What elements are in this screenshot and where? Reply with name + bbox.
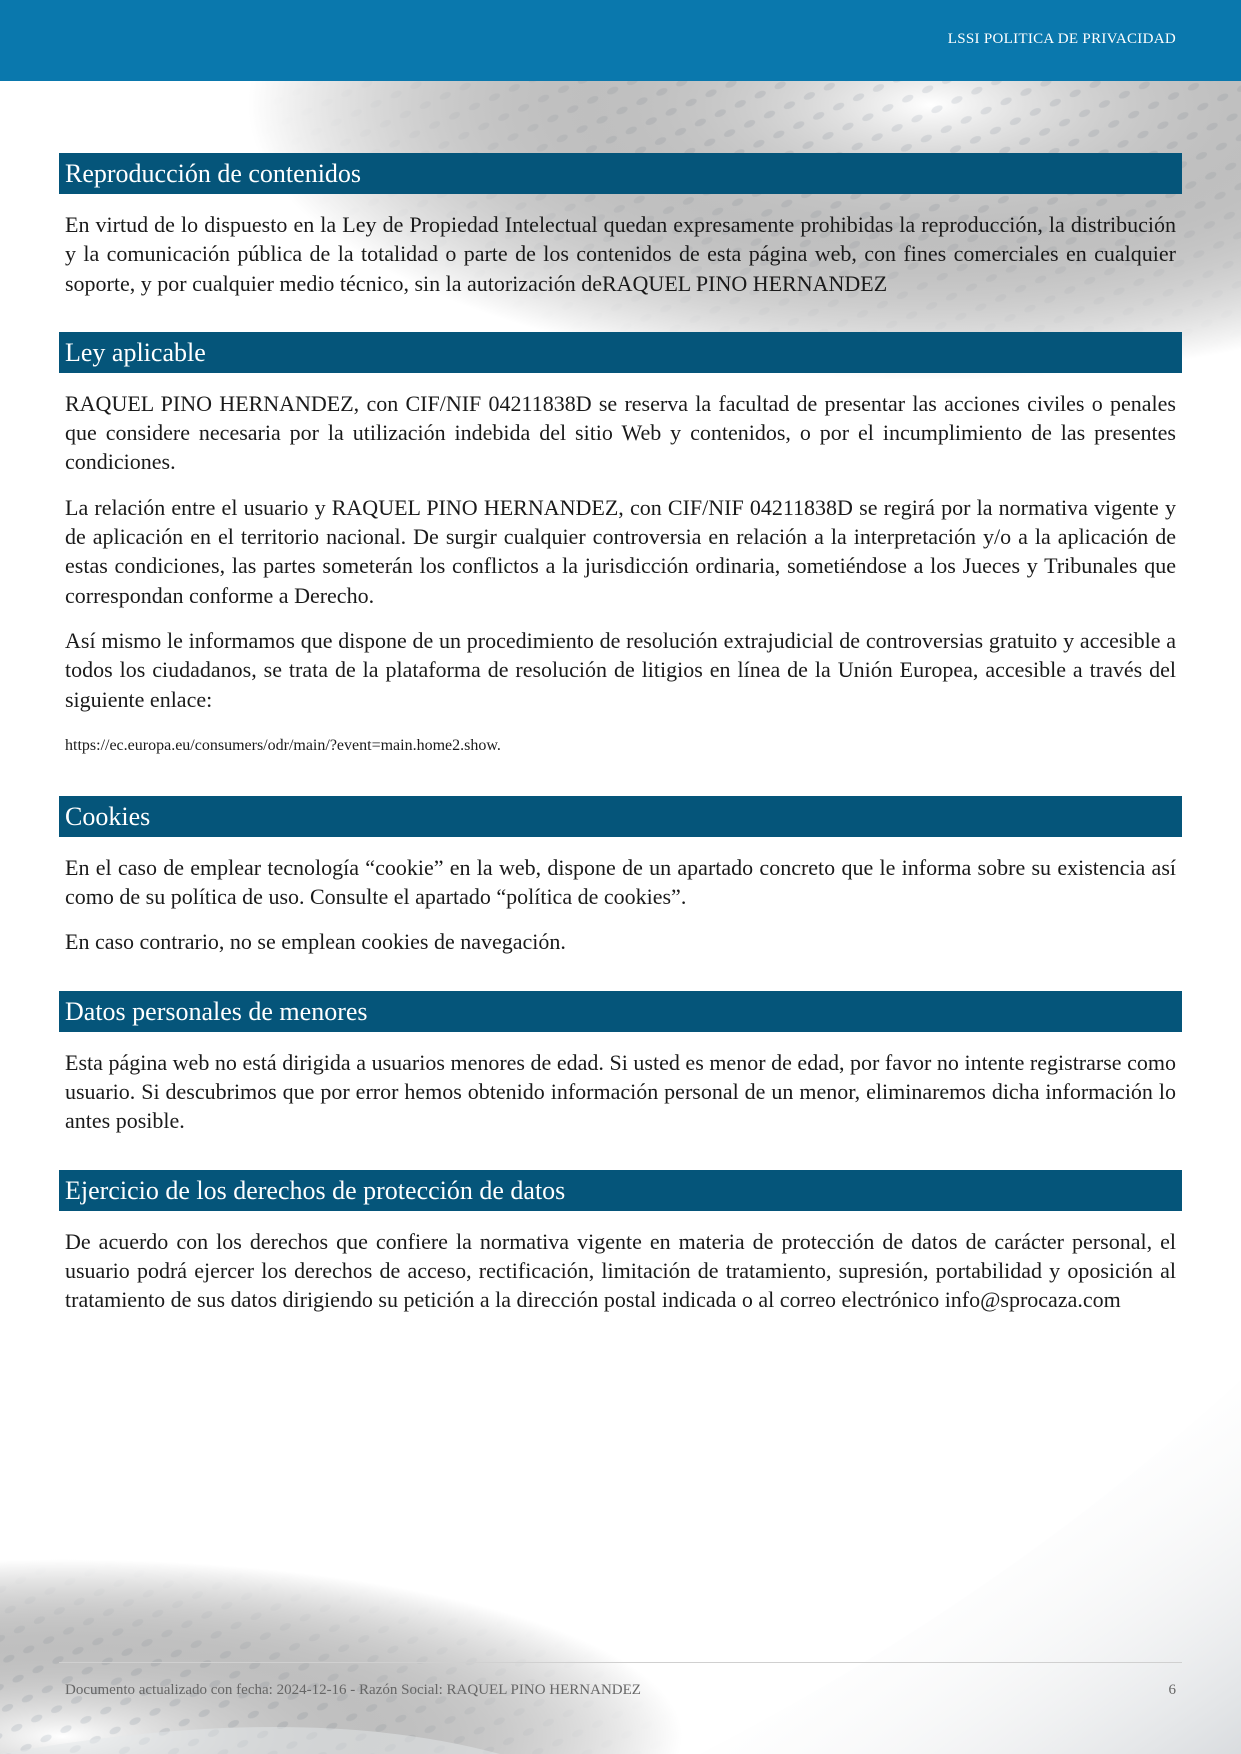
paragraph: De acuerdo con los derechos que confiere la normativa vigente en materia de protección de datos de carácter personal, el usuario podrá ejercer los derechos de acceso, rectificación, limitación de tratamiento, supresión, portabilidad y oposición al tratamiento de sus datos dirigiendo su petición a la dirección postal indicada o al correo electrónico info@sprocaza.com bbox=[65, 1228, 1176, 1313]
section-heading-derechos: Ejercicio de los derechos de protección de datos bbox=[59, 1170, 1182, 1211]
footer-divider bbox=[59, 1662, 1182, 1663]
footer-text: Documento actualizado con fecha: 2024-12-16 - Razón Social: RAQUEL PINO HERNANDEZ bbox=[65, 1682, 641, 1698]
document-body bbox=[59, 153, 1182, 1315]
header-title: LSSI POLITICA DE PRIVACIDAD bbox=[947, 31, 1176, 47]
page-number: 6 bbox=[1168, 1682, 1176, 1698]
paragraph: La relación entre el usuario y RAQUEL PINO HERNANDEZ, con CIF/NIF 04211838D se regirá por la normativa vigente y de aplicación en el territorio nacional. De surgir cualquier controversia en relación a la interpretación y/o a la aplicación de estas condiciones, las partes someterán los conflictos a la jurisdicción ordinaria, sometiéndose a los Jueces y Tribunales que correspondan conforme a Derecho. bbox=[65, 494, 1176, 608]
paragraph: En virtud de lo dispuesto en la Ley de Propiedad Intelectual quedan expresamente prohibidas la reproducción, la distribución y la comunicación pública de la totalidad o parte de los contenidos de esta página web, con fines comerciales en cualquier soporte, y por cualquier medio técnico, sin la autorización deRAQUEL PINO HERNANDEZ bbox=[65, 212, 1176, 296]
section-heading-ley-aplicable: Ley aplicable bbox=[59, 332, 1182, 373]
paragraph: RAQUEL PINO HERNANDEZ, con CIF/NIF 04211838D se reserva la facultad de presentar las acciones civiles o penales que considere necesaria por la utilización indebida del sitio Web y contenidos, o por el incumplimiento de las presentes condiciones. bbox=[65, 390, 1176, 475]
paragraph: En el caso de emplear tecnología “cookie” en la web, dispone de un apartado concreto que le informa sobre su existencia así como de su política de uso. Consulte el apartado “política de cookies”. bbox=[65, 854, 1176, 910]
paragraph: Así mismo le informamos que dispone de un procedimiento de resolución extrajudicial de controversias gratuito y accesible a todos los ciudadanos, se trata de la plataforma de resolución de litigios en línea de la Unión Europea, accesible a través del siguiente enlace: bbox=[65, 627, 1176, 712]
section-heading-menores: Datos personales de menores bbox=[59, 991, 1182, 1032]
section-heading-reproduccion: Reproducción de contenidos bbox=[59, 153, 1182, 194]
odr-link[interactable]: https://ec.europa.eu/consumers/odr/main/?event=main.home2.show. bbox=[65, 736, 501, 754]
paragraph: En caso contrario, no se emplean cookies de navegación. bbox=[65, 929, 566, 955]
paragraph: Esta página web no está dirigida a usuarios menores de edad. Si usted es menor de edad, por favor no intente registrarse como usuario. Si descubrimos que por error hemos obtenido información personal de un menor, eliminaremos dicha información lo antes posible. bbox=[65, 1049, 1176, 1134]
header-bar bbox=[0, 0, 1241, 81]
section-heading-cookies: Cookies bbox=[59, 796, 1182, 837]
